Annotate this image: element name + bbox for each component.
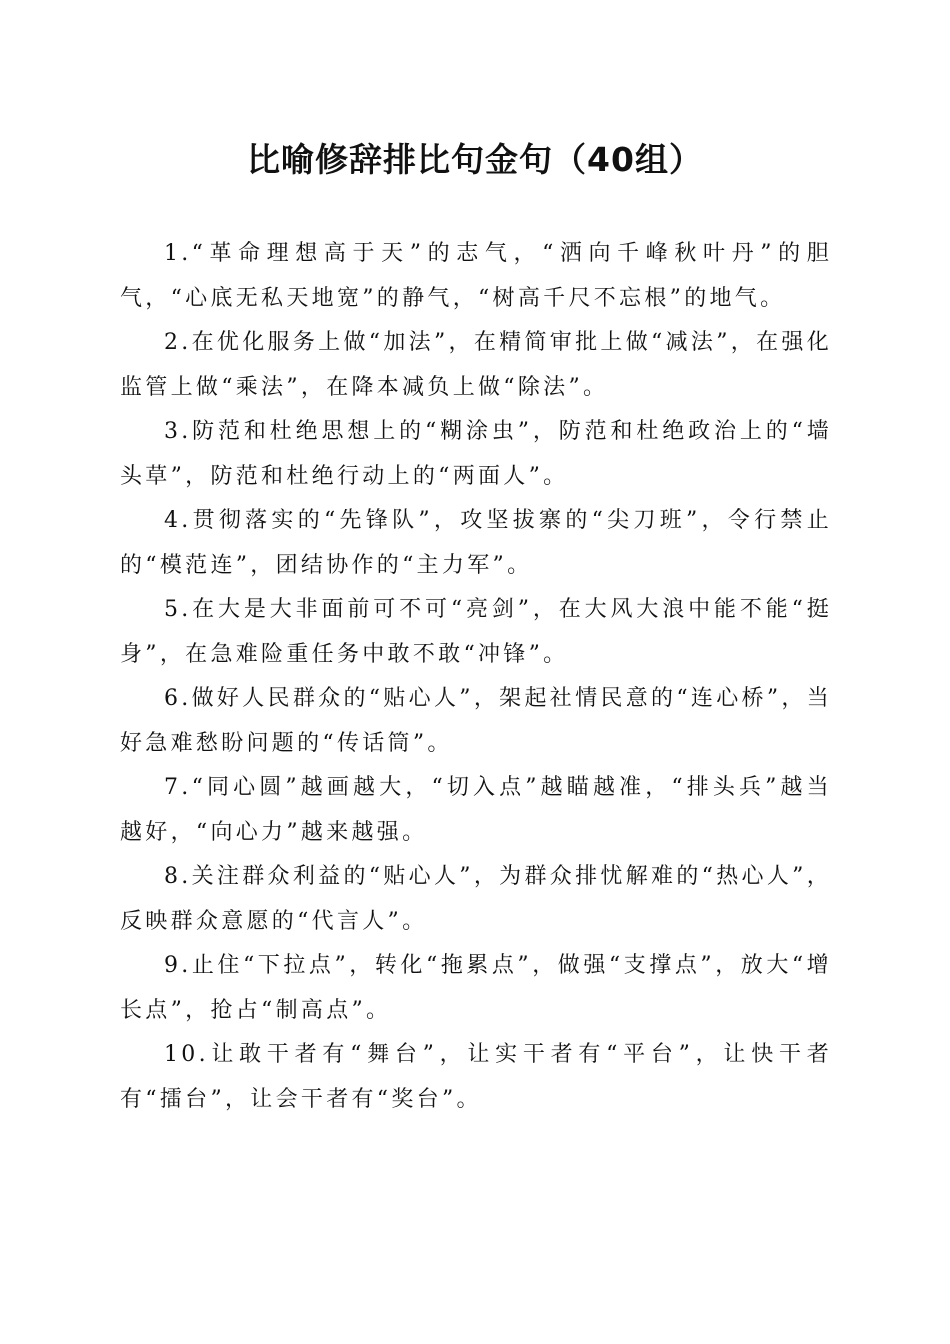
paragraph-10: 10.让敢干者有“舞台”，让实干者有“平台”，让快干者有“擂台”，让会干者有“奖台”。 <box>120 1042 832 1112</box>
paragraph-5: 5.在大是大非面前可不可“亮剑”，在大风大浪中能不能“挺身”，在急难险重任务中敢不敢“冲锋”。 <box>120 597 832 667</box>
paragraph-3: 3.防范和杜绝思想上的“糊涂虫”，防范和杜绝政治上的“墙头草”，防范和杜绝行动上的“两面人”。 <box>120 419 832 489</box>
paragraph-2: 2.在优化服务上做“加法”，在精简审批上做“减法”，在强化监管上做“乘法”，在降本减负上做“除法”。 <box>120 330 832 400</box>
paragraph-1: 1.“革命理想高于天”的志气，“洒向千峰秋叶丹”的胆气，“心底无私天地宽”的静气，“树高千尺不忘根”的地气。 <box>120 241 832 311</box>
document-title: 比喻修辞排比句金句（40组） <box>247 140 703 179</box>
paragraph-4: 4.贯彻落实的“先锋队”，攻坚拔寨的“尖刀班”，令行禁止的“模范连”，团结协作的“主力军”。 <box>120 508 832 578</box>
paragraph-8: 8.关注群众利益的“贴心人”，为群众排忧解难的“热心人”，反映群众意愿的“代言人”。 <box>120 864 832 934</box>
paragraph-6: 6.做好人民群众的“贴心人”，架起社情民意的“连心桥”，当好急难愁盼问题的“传话筒”。 <box>120 686 832 756</box>
document-body <box>120 232 832 1122</box>
paragraph-7: 7.“同心圆”越画越大，“切入点”越瞄越准，“排头兵”越当越好，“向心力”越来越强。 <box>120 775 832 845</box>
paragraph-9: 9.止住“下拉点”，转化“拖累点”，做强“支撑点”，放大“增长点”，抢占“制高点”。 <box>120 953 832 1023</box>
